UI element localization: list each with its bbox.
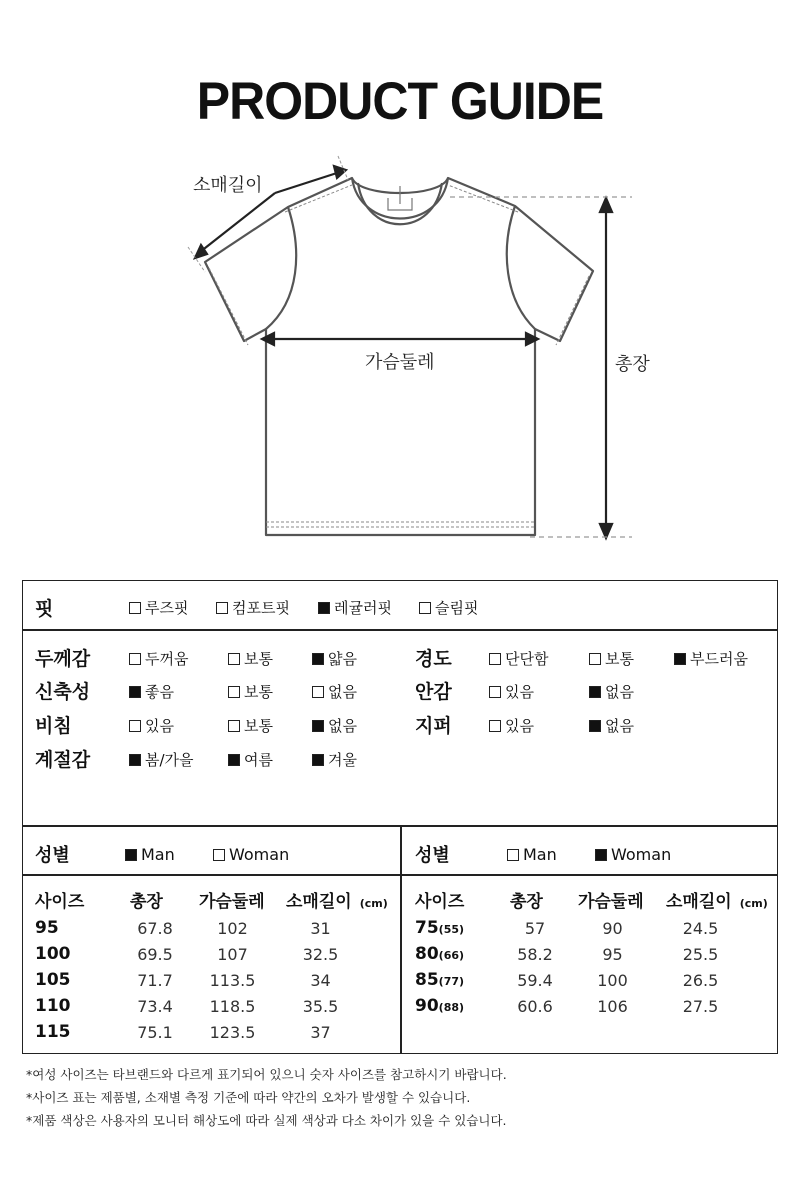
checked-checkbox-icon — [312, 653, 324, 665]
checked-checkbox-icon — [589, 720, 601, 732]
men-header-length: 총장 — [130, 892, 163, 912]
checked-checkbox-icon — [589, 686, 601, 698]
men-gender-man: Man — [125, 845, 175, 864]
checked-checkbox-icon — [125, 849, 137, 861]
page-title: PRODUCT GUIDE — [196, 71, 604, 131]
size-cell: 75(55) — [415, 918, 465, 938]
firmness-option-normal: 보통 — [589, 648, 634, 669]
size-cell: 80(66) — [415, 944, 465, 964]
checkbox-icon — [589, 653, 601, 665]
season-option-winter: 겨울 — [312, 749, 357, 770]
stretch-option-none: 없음 — [312, 681, 357, 702]
men-header-size: 사이즈 — [35, 892, 85, 912]
fit-option-regular: 레귤러핏 — [318, 597, 392, 618]
stretch-label: 신축성 — [35, 681, 91, 703]
note-women-size: *여성 사이즈는 타브랜드와 다르게 표기되어 있으니 숫자 사이즈를 참고하시기 바랍니다. — [26, 1067, 507, 1082]
checkbox-icon — [489, 720, 501, 732]
checkbox-icon — [228, 653, 240, 665]
checkbox-icon — [228, 720, 240, 732]
sheerness-option-none: 없음 — [312, 715, 357, 736]
sleeve-cell: 34 — [310, 971, 331, 990]
sleeve-cell: 32.5 — [302, 945, 339, 964]
length-cell: 73.4 — [137, 997, 173, 1016]
product-info-table — [22, 580, 778, 1054]
checkbox-icon — [507, 849, 519, 861]
men-header-sleeve: 소매길이 (cm) — [286, 892, 388, 912]
size-cell: 105 — [35, 970, 71, 990]
women-gender-man: Man — [507, 845, 557, 864]
sleeve-cell: 24.5 — [682, 919, 719, 938]
length-cell: 60.6 — [517, 997, 553, 1016]
checkbox-icon — [489, 653, 501, 665]
checkbox-icon — [216, 602, 228, 614]
checked-checkbox-icon — [228, 754, 240, 766]
chest-label: 가슴둘레 — [365, 352, 435, 373]
chest-cell: 106 — [597, 997, 628, 1016]
length-cell: 71.7 — [137, 971, 173, 990]
fit-option-comfort: 컴포트핏 — [216, 597, 290, 618]
firmness-option-soft: 부드러움 — [674, 648, 748, 669]
zipper-option-none: 없음 — [589, 715, 634, 736]
checkbox-icon — [129, 653, 141, 665]
checked-checkbox-icon — [129, 686, 141, 698]
checkbox-icon — [129, 720, 141, 732]
chest-cell: 90 — [602, 919, 623, 938]
lining-option-none: 없음 — [589, 681, 634, 702]
women-unit: (cm) — [739, 897, 768, 910]
checkbox-icon — [228, 686, 240, 698]
checked-checkbox-icon — [129, 754, 141, 766]
checked-checkbox-icon — [318, 602, 330, 614]
firmness-option-firm: 단단함 — [489, 648, 548, 669]
sleeve-cell: 37 — [310, 1023, 331, 1042]
thickness-label: 두께감 — [35, 648, 91, 670]
men-unit: (cm) — [359, 897, 388, 910]
chest-cell: 118.5 — [209, 997, 256, 1016]
sleeve-cell: 27.5 — [682, 997, 719, 1016]
total-length-label: 총장 — [615, 354, 650, 375]
note-color: *제품 색상은 사용자의 모니터 해상도에 따라 실제 색상과 다소 차이가 있을 수 있습니다. — [26, 1113, 507, 1128]
checked-checkbox-icon — [312, 720, 324, 732]
chest-cell: 100 — [597, 971, 628, 990]
sheerness-option-yes: 있음 — [129, 715, 174, 736]
checkbox-icon — [489, 686, 501, 698]
thickness-option-normal: 보통 — [228, 648, 273, 669]
men-gender-woman: Woman — [213, 845, 289, 864]
checked-checkbox-icon — [312, 754, 324, 766]
women-gender-woman: Woman — [595, 845, 671, 864]
lining-option-yes: 있음 — [489, 681, 534, 702]
fit-option-slim: 슬림핏 — [419, 597, 478, 618]
women-header-chest: 가슴둘레 — [578, 892, 644, 912]
sleeve-length-label: 소매길이 — [193, 175, 263, 196]
zipper-label: 지퍼 — [415, 715, 452, 737]
season-option-spring-fall: 봄/가을 — [129, 749, 194, 770]
checkbox-icon — [419, 602, 431, 614]
note-measurement: *사이즈 표는 제품별, 소재별 측정 기준에 따라 약간의 오차가 발생할 수 있습니다. — [26, 1090, 471, 1105]
sleeve-cell: 31 — [310, 919, 331, 938]
women-header-sleeve: 소매길이 (cm) — [666, 892, 768, 912]
checkbox-icon — [213, 849, 225, 861]
men-gender-label: 성별 — [35, 845, 70, 866]
length-cell: 59.4 — [517, 971, 553, 990]
chest-cell: 123.5 — [209, 1023, 256, 1042]
sleeve-cell: 26.5 — [682, 971, 719, 990]
thickness-option-thin: 얇음 — [312, 648, 357, 669]
lining-label: 안감 — [415, 681, 452, 703]
size-cell: 115 — [35, 1022, 71, 1042]
size-cell: 90(88) — [415, 996, 465, 1016]
length-cell: 75.1 — [137, 1023, 173, 1042]
size-cell: 100 — [35, 944, 71, 964]
sleeve-cell: 25.5 — [682, 945, 719, 964]
stretch-option-normal: 보통 — [228, 681, 273, 702]
season-label: 계절감 — [35, 749, 91, 771]
size-cell: 110 — [35, 996, 71, 1016]
season-option-summer: 여름 — [228, 749, 273, 770]
checkbox-icon — [129, 602, 141, 614]
length-cell: 57 — [524, 919, 546, 938]
fit-label: 핏 — [35, 598, 54, 620]
chest-cell: 102 — [217, 919, 248, 938]
zipper-option-yes: 있음 — [489, 715, 534, 736]
thickness-option-thick: 두꺼움 — [129, 648, 188, 669]
length-cell: 58.2 — [517, 945, 553, 964]
sleeve-cell: 35.5 — [302, 997, 339, 1016]
stretch-option-good: 좋음 — [129, 681, 174, 702]
checked-checkbox-icon — [674, 653, 686, 665]
firmness-label: 경도 — [415, 648, 452, 670]
chest-cell: 95 — [602, 945, 623, 964]
sheerness-option-normal: 보통 — [228, 715, 273, 736]
sheerness-label: 비침 — [35, 715, 72, 737]
fit-option-loose: 루즈핏 — [129, 597, 188, 618]
women-header-length: 총장 — [510, 892, 543, 912]
women-gender-label: 성별 — [415, 845, 450, 866]
size-cell: 85(77) — [415, 970, 465, 990]
length-cell: 67.8 — [137, 919, 173, 938]
size-cell: 95 — [35, 918, 59, 938]
checkbox-icon — [312, 686, 324, 698]
chest-cell: 107 — [217, 945, 248, 964]
men-header-chest: 가슴둘레 — [199, 892, 265, 912]
checked-checkbox-icon — [595, 849, 607, 861]
chest-cell: 113.5 — [209, 971, 256, 990]
length-cell: 69.5 — [137, 945, 173, 964]
women-header-size: 사이즈 — [415, 892, 465, 912]
